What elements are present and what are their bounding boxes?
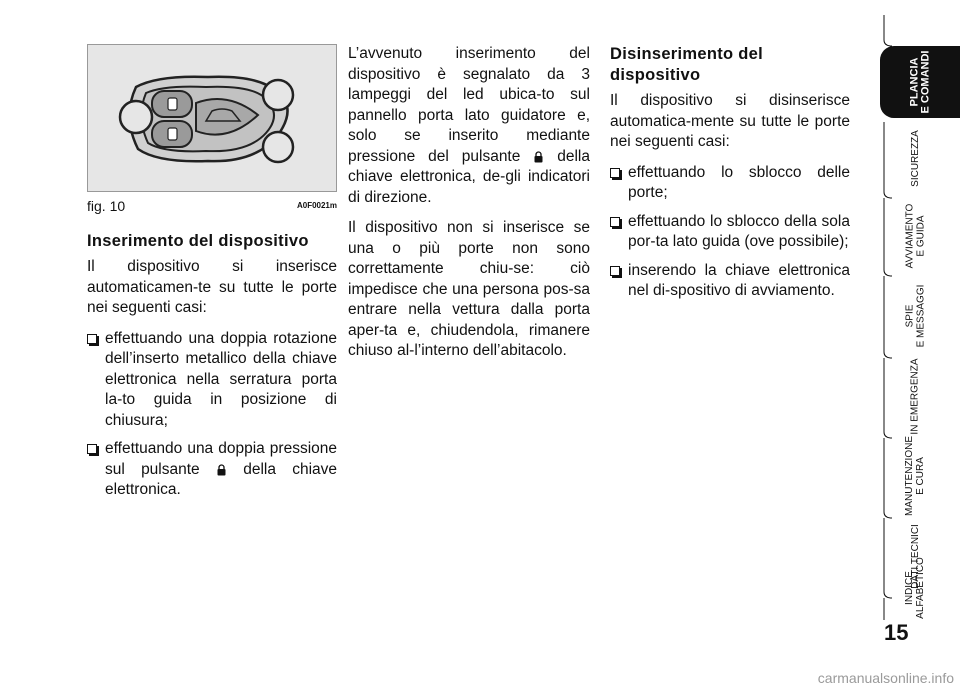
- checkbox-bullet-icon: [87, 444, 97, 454]
- paragraph-text: della chiave elettronica, de-gli indicatori di direzione.: [348, 147, 590, 206]
- bullet-item: [610, 261, 850, 302]
- tab-label-line: SPIE: [904, 304, 916, 328]
- tab-label-line: E COMANDI: [918, 50, 931, 114]
- tab-label-line: E GUIDA: [915, 215, 926, 257]
- insert-intro: Il dispositivo si inserisce automaticamen-te su tutte le porte nei seguenti casi:: [87, 258, 337, 316]
- tab-in-emergenza[interactable]: [884, 357, 946, 435]
- paragraph: Il dispositivo non si inserisce se una o più porte non sono correttamente chiu-se: ciò impedisce che una persona pos-sa entrare nella vettura dalla porta aper-ta e, chiudendola, rimanere chiuso al-l’interno dell’abitacolo.: [348, 219, 590, 359]
- tab-avviamento-e-guida[interactable]: [884, 200, 946, 272]
- bullet-text: della chiave elettronica.: [105, 460, 338, 498]
- figure-code: A0F0021m: [296, 201, 337, 210]
- tab-label-line: ALFABETICO: [915, 557, 926, 619]
- checkbox-bullet-icon: [610, 168, 620, 178]
- tab-label: [904, 557, 926, 619]
- figure-label: fig. 10: [87, 198, 126, 214]
- bullet-item: [87, 439, 337, 501]
- tab-manutenzione-e-cura[interactable]: [884, 436, 946, 516]
- section-heading-insert: Inserimento del dispositivo: [87, 231, 309, 250]
- remove-intro: Il dispositivo si disinserisce automatica-mente su tutte le porte nei seguenti casi:: [610, 92, 850, 150]
- lock-icon: [534, 151, 543, 163]
- bullet-text: inserendo la chiave elettronica nel di-spositivo di avviamento.: [628, 261, 850, 299]
- bullet-item: [610, 163, 850, 204]
- tab-label: [910, 358, 921, 434]
- tab-label-line: MANUTENZIONE: [904, 436, 915, 516]
- tab-label: [904, 285, 926, 348]
- tab-label-line: IN EMERGENZA: [909, 357, 921, 435]
- tab-label-line: E CURA: [915, 457, 926, 495]
- tab-sicurezza[interactable]: [884, 122, 946, 194]
- tab-label-line: DATI TECNICI: [909, 523, 921, 589]
- tab-label-line: PLANCIA: [907, 57, 920, 107]
- tab-label-line: SICUREZZA: [909, 129, 921, 187]
- middle-column: [348, 44, 590, 372]
- checkbox-bullet-icon: [87, 334, 97, 344]
- paragraph: [348, 44, 590, 208]
- figure-caption: [87, 196, 337, 217]
- left-column: [87, 44, 337, 509]
- watermark: carmanualsonline.info: [817, 670, 954, 686]
- bullet-text: effettuando una doppia rotazione dell’inserto metallico della chiave elettronica nella serratura porta la-to guida in posizione di chiusura;: [105, 329, 337, 429]
- right-column: [610, 44, 850, 310]
- tab-label-line: AVVIAMENTO: [904, 203, 915, 269]
- paragraph-text: L’avvenuto inserimento del dispositivo è segnalato da 3 lampeggi del led ubica-to sul pannello porta lato guidatore e, solo se inserito mediante pressione del pulsante: [348, 45, 590, 165]
- bullet-text: effettuando lo sblocco della sola por-ta lato guida (ove possibile);: [628, 212, 850, 250]
- tab-label: [904, 436, 926, 516]
- bullet-text: effettuando lo sblocco delle porte;: [628, 163, 850, 201]
- checkbox-bullet-icon: [610, 266, 620, 276]
- tab-label: [909, 51, 931, 114]
- tab-indice-alfabetico[interactable]: [884, 548, 946, 628]
- tab-label: [904, 204, 926, 269]
- page-number: 15: [884, 620, 909, 645]
- tab-spie-e-messaggi[interactable]: [884, 280, 946, 352]
- chapter-sidebar: [872, 0, 960, 692]
- checkbox-bullet-icon: [610, 217, 620, 227]
- key-figure: [87, 44, 337, 192]
- bullet-text: effettuando una doppia pressione sul pulsante: [105, 440, 337, 478]
- bullet-item: [610, 212, 850, 253]
- tab-label-line: INDICE: [904, 571, 915, 605]
- bullet-item: [87, 329, 337, 432]
- lock-icon: [217, 464, 226, 476]
- tab-label-line: E MESSAGGI: [915, 284, 927, 348]
- section-heading-remove: Disinserimento del dispositivo: [610, 45, 764, 84]
- electronic-key-illustration: [88, 45, 336, 191]
- tab-plancia-e-comandi[interactable]: [880, 46, 960, 118]
- tab-label: [909, 130, 920, 187]
